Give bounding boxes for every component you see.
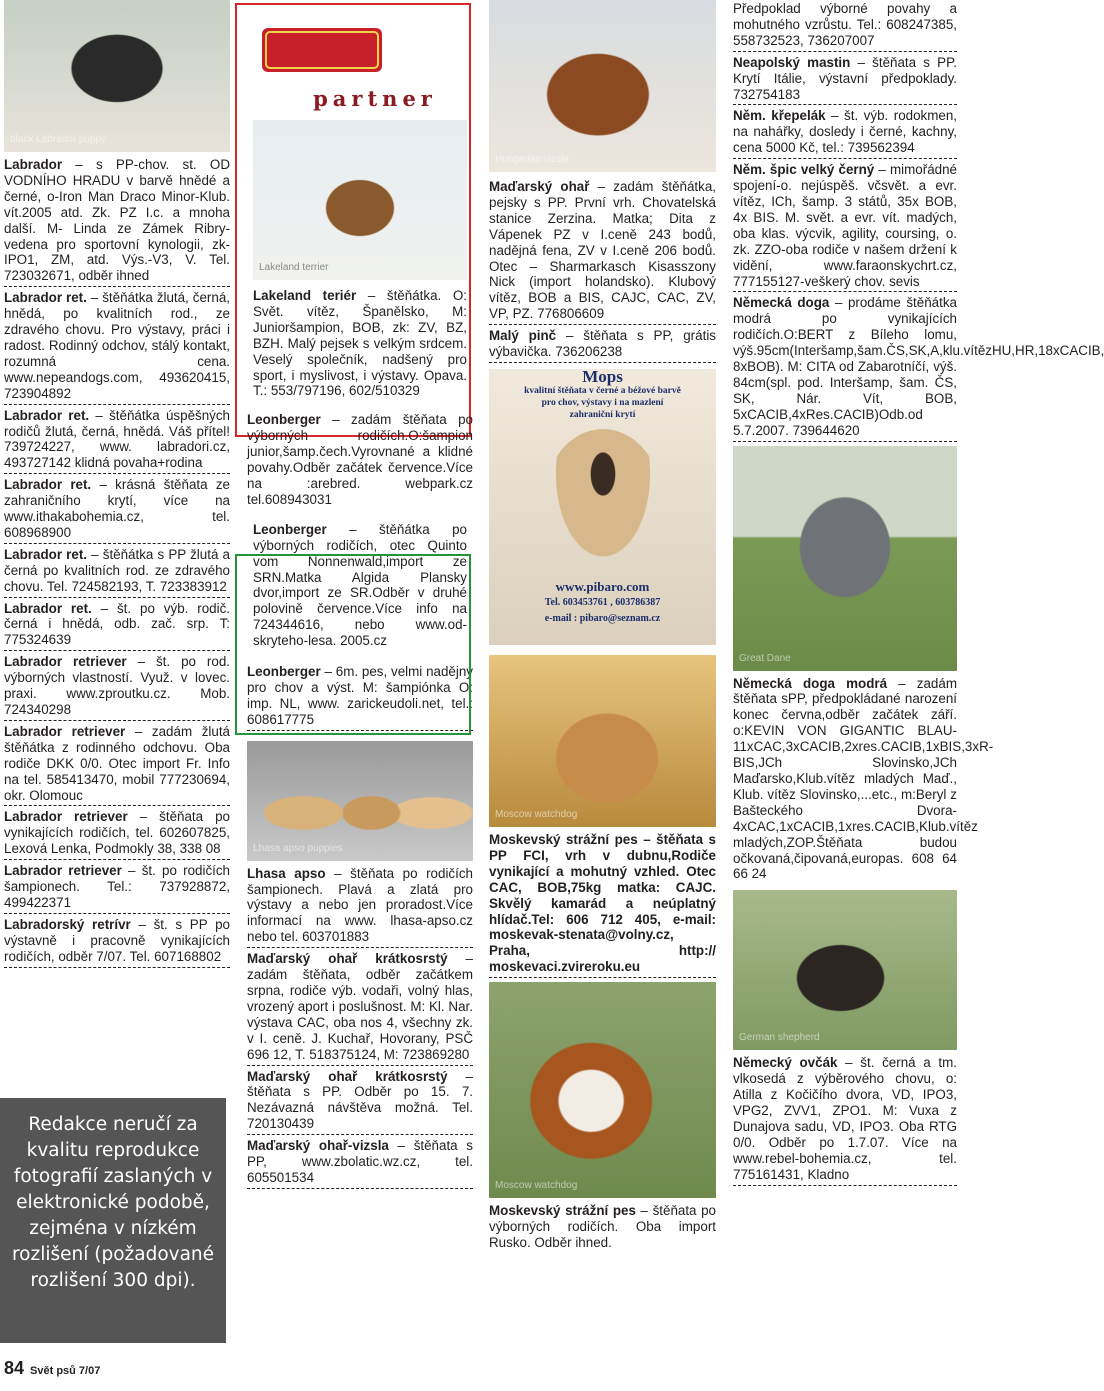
ad-nem-spic bbox=[733, 161, 957, 292]
mops-advert bbox=[489, 366, 716, 645]
ad-heading: Leonberger bbox=[247, 412, 321, 428]
ad-heading: Něm. křepelák bbox=[733, 108, 826, 124]
ad-nemecky-ovcak bbox=[733, 1054, 957, 1185]
ad-lakeland bbox=[247, 286, 473, 401]
mops-title: Mops bbox=[582, 366, 623, 386]
ad-labrador-9 bbox=[4, 808, 230, 860]
ad-heading: Labrador bbox=[4, 157, 63, 172]
ad-nemecka-doga bbox=[733, 294, 1104, 441]
german-shepherd-photo bbox=[733, 890, 957, 1050]
photo-caption: Lakeland terrier bbox=[259, 262, 329, 274]
ad-text: – zadám štěňátka, pejsky s PP. První vrh. Chovatelská stanice Zerzina. Matka; Dita z Vápenek PZ v I.ceně 243 bodů, nadějná fena, ZV v I.ceně 206 bodů. Otec – Sharmarkasch Kisasszony Nick (import holandsko). Klubový vítěz, BOB a BIS, CAJC, CAC, ZV, VP, PZ. 776806609 bbox=[489, 179, 716, 322]
leonberger-frame bbox=[235, 554, 471, 735]
ad-text: – št. po rod. výborných vlastností. Využ. v lovec. praxi. www.zproutku.cz. Mob. 724340298 bbox=[4, 654, 231, 717]
ad-text: – štěňátka. O: Svět. vítěz, Španělsko, M: Junioršampion, BOB, zk: ZV, BZ, BZH. Malý pejsek s velkým srdcem. Veselý společník, nadšený pro sport, i myslivost, i výstavy. Opava. T.: 553/797196, 602/510329 bbox=[253, 288, 468, 399]
ad-heading: Labrador retriever bbox=[4, 863, 122, 879]
ad-heading: Německý ovčák bbox=[733, 1055, 838, 1071]
moscow-watchdog-photo-1 bbox=[489, 655, 716, 827]
ad-text: – zadám štěňata, odběr začátkem srpna, rodiče výb. vodaři, volný hlas, vrozený aport i poslušnost. M: Kl. Nar. výstava CAC, oba nos 4, všechny zk. v I. ceně. J. Kuchař, Hovorany, PSČ 696 12, T. 518375124, M: 723869280 bbox=[247, 951, 473, 1062]
editorial-notice bbox=[0, 1098, 226, 1343]
ad-labrador-8 bbox=[4, 723, 230, 807]
ad-labrador-7 bbox=[4, 653, 230, 721]
photo-caption: black Labrador puppy bbox=[10, 134, 107, 146]
ad-heading: Moskevský strážní pes bbox=[489, 1203, 636, 1219]
ad-text: – krásná štěňata ze zahraničního krytí, více na www.ithakabohemia.cz, tel. 608968900 bbox=[4, 477, 230, 540]
ad-text: – štěňátka úspěšných rodičů žlutá, černá, hnědá. Váš přítel! 739724227, www. labradori.cz, 493727142 klidná povaha+rodina bbox=[4, 407, 231, 471]
photo-caption: German shepherd bbox=[739, 1032, 820, 1044]
ad-madarsky-ohar-1 bbox=[247, 950, 473, 1065]
ad-heading: Labrador ret. bbox=[4, 477, 92, 493]
ad-heading: Labradorský retrívr bbox=[4, 916, 131, 932]
ad-text: – štěňata s PP. Odběr po 15. 7. Nezávazná návštěva možná. Tel. 720130439 bbox=[247, 1068, 473, 1132]
mops-line-1: kvalitní štěňata v černé a béžové barvě bbox=[524, 385, 681, 396]
column-1 bbox=[4, 0, 230, 970]
ad-heading: Labrador retriever bbox=[4, 809, 128, 825]
ad-moscow-watchdog-2 bbox=[489, 1202, 716, 1253]
ad-text: – št. s PP po výstavně i pracovně vynikajících rodičích, odběr 7/07. Tel. 607168802 bbox=[4, 916, 230, 964]
pug-illustration bbox=[543, 429, 663, 579]
ad-nem-krepelak bbox=[733, 107, 957, 159]
ad-heading: Labrador ret. bbox=[4, 407, 90, 423]
ad-leonberger-1 bbox=[247, 411, 473, 509]
ad-text: – št. po výb. rodič. černá i hnědá, odb. zač. srp. T: 775324639 bbox=[4, 600, 230, 648]
page-folio bbox=[4, 1358, 100, 1379]
notice-text: Redakce neručí za kvalitu reprodukce fotografií zaslaných v elektronické podobě, zejména v nízkém rozlišení (požadované rozlišení 300 dpi). bbox=[11, 1114, 215, 1291]
mops-mail: e-mail : pibaro@seznam.cz bbox=[544, 612, 661, 624]
ad-text: – mimořádné spojení-o. nejúspěš. včsvět. a evr. vítěz, ICh, šamp. 3 států, 35x BOB, 4x BIS. M. svět. a evr. vít. madých, oba klas. výcvik, agility, coursing, o. zk. ZZO-oba rodiče v našem držení k vidění, www.faraonskychrt.cz, 777155127-veškerý chov. sevis bbox=[733, 162, 957, 289]
ad-text: – štěňata s PP, www.zbolatic.wz.cz, tel. 605501534 bbox=[247, 1138, 473, 1185]
photo-caption: Great Dane bbox=[739, 652, 791, 664]
ad-heading: Labrador ret. bbox=[4, 546, 88, 562]
ad-labrador-2 bbox=[4, 289, 230, 404]
ad-heading: Labrador ret. bbox=[4, 600, 92, 616]
photo-caption: Moscow watchdog bbox=[495, 809, 578, 821]
ad-moscow-watchdog-1: Moskevský strážní pes – štěňata s PP FCI, vrh v dubnu,Rodiče vynikající a mohutný vzhled. Otec CAC, BOB,75kg matka: CAJC. Skvělý kamarád a neúplatný hlídač.Tel: 606 712 405, e-mail: moskevak-stenata@volny.cz, Praha, http:// moskevaci.zvireroku.eu bbox=[489, 831, 716, 978]
photo-caption: Lhasa apso puppies bbox=[253, 842, 343, 854]
lakeland-terrier-photo bbox=[253, 120, 467, 280]
ad-heading: Neapolský mastin bbox=[733, 54, 851, 70]
ad-lhasa-apso bbox=[247, 865, 473, 949]
ad-madarsky-ohar-3 bbox=[489, 178, 716, 325]
page-number: 84 bbox=[4, 1358, 25, 1378]
ad-heading: Maďarský ohař krátkosrstý bbox=[247, 1068, 448, 1084]
great-dane-photo bbox=[733, 446, 957, 671]
ad-text: – štěňátka žlutá, černá, hnědá, po kvalitních rod., ze zdravého chovu. Pro výstavy, práci i radost. Rodinný odchov, stálý kontakt, rozumná cena. www.nepeandogs.com, 493620415, 723904892 bbox=[4, 290, 231, 401]
ad-vizsla bbox=[247, 1137, 473, 1189]
ad-text: – štěňátka s PP žlutá a černá po kvalitních rod. ze zdravého chovu. Tel. 724582193, T. 723383912 bbox=[4, 546, 230, 594]
ad-labrador-4 bbox=[4, 476, 230, 544]
labrador-photo bbox=[4, 0, 230, 152]
ad-text: – št. černá a tm. vlkosedá z výběrového chovu, o: Atilla z Kočičího dvora, VD, IPO3, VPG2, ZVV1, ZPO1. M: Vuxa z Dunajova sadu, VD, IPO3. Oba RTG 0/0. Odběr po 1.7.07. Více na www.rebel-bohemia.cz, tel. 775161431, Kladno bbox=[733, 1055, 957, 1182]
ad-heading: Lakeland teriér bbox=[253, 288, 357, 303]
ad-text: – s PP-chov. st. OD VODNÍHO HRADU v barvě hnědé a černé, o-Iron Man Draco Minor-Klub. vít.2005 atd. Zk. PZ I.c. a mnoha další. M- Linda ze Zámek Ribry-vedena pro sportovní kynologii, zk-IPO1, ZM, atd. Výs.-V3, V. Tel. 723032671, odběr ihned bbox=[4, 157, 230, 284]
ad-heading: Labrador retriever bbox=[4, 723, 126, 739]
ad-text: – štěňata po výborných rodičích. Oba import Rusko. Odběr ihned. bbox=[489, 1203, 717, 1250]
ad-text: – št. po rodičích šampionech. Tel.: 737928872, 499422371 bbox=[4, 863, 231, 910]
ad-text: – 6m. pes, velmi nadějný pro chov a výst. M: šampiónka O: imp. NL, www. zarickeudoli.net, tel.: 608617775 bbox=[247, 664, 473, 727]
ad-labrador-1 bbox=[4, 156, 230, 287]
ad-text: – štěňátka po výborných rodičích, otec Quinto vom Nonnenwald,import ze SRN.Matka Algida Plansky dvor,import ze SR.Odběr v druhé polovině července.Více info na 724344616, nebo www.od-skryteho-lesa. 2005.cz bbox=[253, 521, 467, 649]
ad-heading: Labrador ret. bbox=[4, 290, 87, 306]
ad-text: – štěňata po rodičích šampionech. Plavá a zlatá pro výstavy a nebo jen proradost.Více informací na www. lhasa-apso.cz nebo tel. 603701883 bbox=[247, 865, 473, 945]
ad-labrador-6 bbox=[4, 600, 230, 652]
ad-heading: Lhasa apso bbox=[247, 865, 326, 881]
ad-text: – štěňata s PP. Krytí Itálie, výstavní předpoklady. 732754183 bbox=[733, 54, 957, 102]
ad-text: – štěňata s PP, grátis výbavička. 736206238 bbox=[489, 328, 716, 360]
mops-web: www.pibaro.com bbox=[555, 578, 650, 594]
ad-heading: Labrador retriever bbox=[4, 654, 127, 670]
ad-heading: Leonberger bbox=[247, 664, 321, 680]
ad-text: – prodáme štěňátka modrá po vynikajících rodičích.O:BERT z Bíleho lomu, výš.95cm(Interšamp,šam.ČS,SK,A,klu.vítězHU,HR,18xCACIB, 8xBOB). M: CITA od Zabarotníčí, výš. 84cm(spl. pod. Interšamp, šam. ČS, SK, Nár. Vít, BOB, 5xCACIB,4xRes.CACIB)Odb.od 5.7.2007. 739644620 bbox=[733, 295, 1104, 438]
ad-madarsky-ohar-2 bbox=[247, 1068, 473, 1136]
vizsla-photo bbox=[489, 0, 716, 172]
ad-labrador-11 bbox=[4, 916, 230, 968]
ad-labrador-5 bbox=[4, 546, 230, 598]
ad-neapolsky-mastin bbox=[733, 54, 957, 106]
ad-labrador-3 bbox=[4, 407, 230, 475]
ad-labrador-10 bbox=[4, 862, 230, 914]
ad-continued: Předpoklad výborné povahy a mohutného vzrůstu. Tel.: 608247385, 558732523, 736207007 bbox=[733, 0, 957, 52]
ad-nemecka-doga-modra bbox=[733, 675, 994, 885]
ad-text: – zadám štěňata po výborných rodičích.O:šampion junior,šamp.čech.Vyrovnané a klidné povahy.Odběr začátek července.Více na :arebred. webpark.cz tel.608943031 bbox=[247, 412, 473, 507]
column-4 bbox=[733, 0, 1104, 1188]
partner-label: partner bbox=[313, 86, 437, 111]
ad-heading: Malý pinč bbox=[489, 328, 557, 344]
ad-maly-pinc bbox=[489, 327, 716, 363]
mops-line-2: pro chov, výstavy i na mazlení bbox=[541, 397, 664, 408]
ad-text: – zadám žlutá štěňátka z rodinného odchovu. Oba rodiče DKK 0/0. Otec import Fr. Info na tel. 585413470, mobil 777230694, okr. Olomouc bbox=[4, 723, 230, 803]
magazine-name: Svět psů 7/07 bbox=[30, 1365, 101, 1377]
ad-heading: Německá doga modrá bbox=[733, 675, 888, 691]
moscow-watchdog-photo-2 bbox=[489, 982, 716, 1198]
column-3 bbox=[489, 0, 716, 1255]
ad-heading: Maďarský ohař krátkosrstý bbox=[247, 951, 448, 967]
photo-caption: Hungarian vizsla bbox=[495, 154, 569, 166]
mops-line-3: zahraniční krytí bbox=[569, 409, 636, 420]
mops-tel: Tel. 603453761 , 603786387 bbox=[544, 596, 661, 608]
ad-heading: Maďarský ohař bbox=[489, 179, 590, 194]
photo-caption: Moscow watchdog bbox=[495, 1180, 578, 1192]
ad-heading: Maďarský ohař-vizsla bbox=[247, 1138, 389, 1154]
ad-heading: Německá doga bbox=[733, 295, 830, 311]
ad-text: – zadám štěňata sPP, předpokládané narození konec června,odběr začátek září. o:KEVIN VON GIGANTIC BLAU-11xCAC,3xCACIB,2xres.CACIB,1xBIS,3xR-BIS,JCh Slovinsko,JCh Maďarsko,Klub.vítěz mladých Maď., Klub. vítěz Slovinsko,...etc., m:Beryl z Bašteckého Dvora-4xCAC,1xCACIB,1xres.CACIB,Klub.vítěz mladých,ZOP.Štěňata budou očkovaná,čipovaná,europas. 608 64 66 24 bbox=[733, 675, 994, 882]
ad-heading: Leonberger bbox=[253, 521, 327, 537]
ad-text: – št. výb. rodokmen, na nahářky, dosledy i černé, kachny, cena 5000 Kč, tel.: 739562394 bbox=[733, 108, 957, 156]
ad-heading: Něm. špic velký černý bbox=[733, 162, 875, 178]
ad-text: – štěňata po vynikajících rodičích, tel. 602607825, Lexová Lenka, Podmokly 38, 338 08 bbox=[4, 809, 231, 857]
lhasa-apso-photo bbox=[247, 741, 473, 861]
